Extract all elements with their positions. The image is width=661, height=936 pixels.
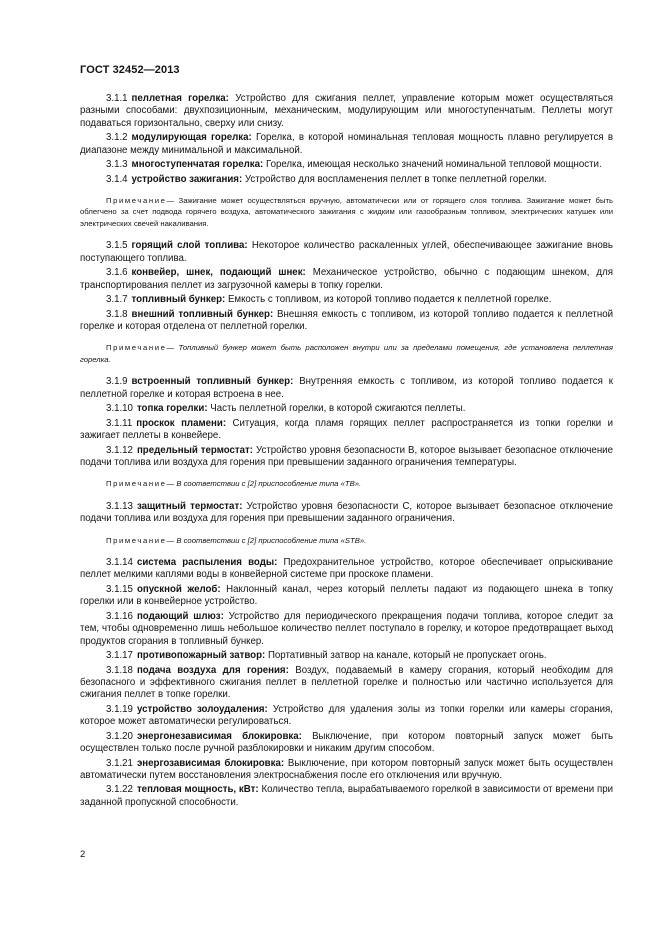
term: тепловая мощность, кВт: [136,784,259,796]
definition-text: Устройство для воспламенения пеллет в топке пеллетной горелки. [244,173,547,185]
definition-paragraph [80,665,613,702]
term: конвейер, шнек, подающий шнек: [131,267,306,279]
note-paragraph [80,478,613,490]
term: энергонезависимая блокировка: [136,730,302,742]
term: устройство зажигания: [131,173,243,185]
clause-number: 3.1.3 [106,159,128,171]
definition-paragraph [80,174,613,186]
clause-number: 3.1.16 [106,610,133,622]
note-paragraph [80,195,613,230]
term: модулирующая горелка: [131,132,252,144]
clause-number: 3.1.2 [106,132,128,144]
note-text: — Зажигание может осуществляться вручную, автоматически или от горящего слоя топлива. Зажигание может быть облегчено за счет подвода горячего воздуха, автоматического зажигания с жидким или газообразным топливом, электрических катушек или электрических свечей накаливания. [80,195,613,228]
definition-paragraph [80,704,613,729]
definition-text: Устройство для сжигания пеллет, управление которым может осуществляться разными способами: двухпозиционным, механическим, модулирующим или многоступенчатым. Пеллеты могут подаваться горизонтально, сверху или снизу. [80,93,614,129]
definition-text: Наклонный канал, через который пеллеты падают из подающего шнека в топку горелки или в конвейерное устройство. [80,583,613,608]
term: подача воздуха для горения: [136,664,289,676]
definition-text: Механическое устройство, обычно с подающим шнеком, для транспортирования пеллет из загрузочной камеры в топку горелки. [80,267,613,291]
definition-text: Некоторое количество раскаленных углей, обеспечивающее зажигание вновь поступающего топлива. [80,240,613,264]
clause-number: 3.1.4 [106,173,128,185]
note-label: Примечание [106,195,167,205]
note-label: Примечание [106,535,167,545]
term: предельный термостат: [136,444,254,456]
page-number: 2 [80,849,86,860]
clause-number: 3.1.12 [106,444,133,456]
definition-paragraph [80,240,613,265]
note-text: — В соответствии с [2] приспособление типа «STB». [166,535,367,545]
term: топка горелки: [136,403,208,415]
definition-paragraph [80,584,613,609]
definition-paragraph [80,784,613,809]
definition-text: Выключение, при котором повторный запуск может быть осуществлен только после ручной разблокировки и никаким другим способом. [80,730,613,755]
clause-number: 3.1.17 [106,650,133,662]
definition-text: Количество тепла, вырабатываемого горелкой в зависимости от времени при заданной пропускной способности. [80,784,613,808]
definition-text: Предохранительное устройство, которое обеспечивает опрыскивание пеллет мелкими каплями воды в конвейерной системе при проскоке пламени. [80,557,613,581]
clause-number: 3.1.5 [106,240,128,252]
definition-paragraph [80,267,613,292]
definition-paragraph [80,731,613,756]
definition-text: Часть пеллетной горелки, в которой сжигаются пеллеты. [210,403,466,415]
clause-number: 3.1.15 [106,583,133,595]
clause-number: 3.1.22 [106,784,133,796]
definition-paragraph [80,418,613,443]
term: многоступенчатая горелка: [131,159,264,171]
definition-text: Ситуация, когда пламя горящих пеллет распространяется из топки горелки и зажигает пеллеты в конвейере. [80,417,613,442]
definition-paragraph [80,294,613,306]
definition-text: Внутренняя емкость с топливом, из которой топливо подается к пеллетной горелке и которая встроена в нее. [80,376,613,400]
note-label: Примечание [106,479,167,489]
clause-number: 3.1.10 [106,403,133,415]
definition-paragraph [80,611,613,648]
clause-number: 3.1.13 [106,500,133,512]
definition-paragraph [80,557,613,582]
term: подающий шлюз: [136,610,224,622]
clause-number: 3.1.6 [106,267,128,279]
definition-paragraph [80,445,613,470]
clause-number: 3.1.19 [106,703,133,715]
term: внешний топливный бункер: [131,308,274,320]
definition-text: Горелка, в которой номинальная тепловая мощность плавно регулируется в диапазоне между минимальной и максимальной. [80,132,613,156]
definition-text: Воздух, подаваемый в камеру сгорания, который необходим для безопасного и эффективного сжигания пеллет в пеллетной горелке и полностью или частично используется для сжигания пеллет в топке горелки. [80,664,614,701]
term: опускной желоб: [136,583,221,595]
definition-paragraph [80,758,613,783]
clause-number: 3.1.18 [106,664,133,676]
clause-number: 3.1.1 [106,93,128,104]
definition-paragraph [80,132,613,157]
note-paragraph [80,342,613,365]
definition-text: Горелка, имеющая несколько значений номинальной тепловой мощности. [265,159,602,171]
term: система распыления воды: [136,557,278,569]
definition-paragraph [80,159,613,171]
term: проскок пламени: [136,417,227,429]
term: встроенный топливный бункер: [131,376,294,388]
document-body [80,93,613,811]
clause-number: 3.1.21 [106,757,133,769]
clause-number: 3.1.20 [106,730,133,742]
definition-paragraph [80,93,613,130]
clause-number: 3.1.7 [106,294,128,306]
definition-text: Емкость с топливом, из которой топливо подается к пеллетной горелке. [227,294,552,306]
term: горящий слой топлива: [131,240,248,252]
definition-text: Устройство уровня безопасности С, которое вызывает безопасное отключение подачи топлива или воздуха для горения при превышении заданного ограничения. [80,500,613,525]
definition-text: Выключение, при котором повторный запуск может быть осуществлен автоматически путем восстановления электроснабжения после его отключения или вручную. [80,757,614,781]
definition-text: Портативный затвор на канале, который не пропускает огонь. [267,650,547,662]
definition-paragraph [80,376,613,401]
definition-text: Устройство для периодического прекращения подачи топлива, которое следит за тем, чтобы одновременно лишь небольшое количество пеллет поступало в горелку, и которое предотвращает выход продуктов сгорания в топливный бункер. [80,610,613,647]
note-paragraph [80,535,613,547]
definition-paragraph [80,309,613,334]
definition-paragraph [80,403,613,415]
term: противопожарный затвор: [136,650,266,662]
definition-paragraph [80,650,613,662]
note-text: — Топливный бункер может быть расположен внутри или за пределами помещения, где установлена пеллетная горелка. [80,343,613,364]
clause-number: 3.1.14 [106,557,133,569]
definition-paragraph [80,501,613,526]
clause-number: 3.1.11 [106,417,133,429]
term: защитный термостат: [136,500,243,512]
definition-text: Устройство для удаления золы из топки горелки или камеры сгорания, которое может автоматически регулироваться. [80,703,613,728]
term: топливный бункер: [131,294,226,306]
note-text: — В соответствии с [2] приспособление типа «ТВ». [166,479,362,489]
term: энергозависимая блокировка: [136,757,285,769]
term: устройство золоудаления: [136,703,268,715]
definition-text: Внешняя емкость с топливом, из которой топливо подается к пеллетной горелке и которая отделена от пеллетной горелки. [80,308,613,333]
term: пеллетная горелка: [131,93,229,104]
clause-number: 3.1.9 [106,376,128,388]
definition-text: Устройство уровня безопасности В, которое вызывает безопасное отключение подачи топлива или воздуха для горения при превышении заданного ограничения температуры. [80,444,613,469]
document-header: ГОСТ 32452—2013 [80,64,180,76]
clause-number: 3.1.8 [106,308,128,320]
note-label: Примечание [106,343,167,353]
